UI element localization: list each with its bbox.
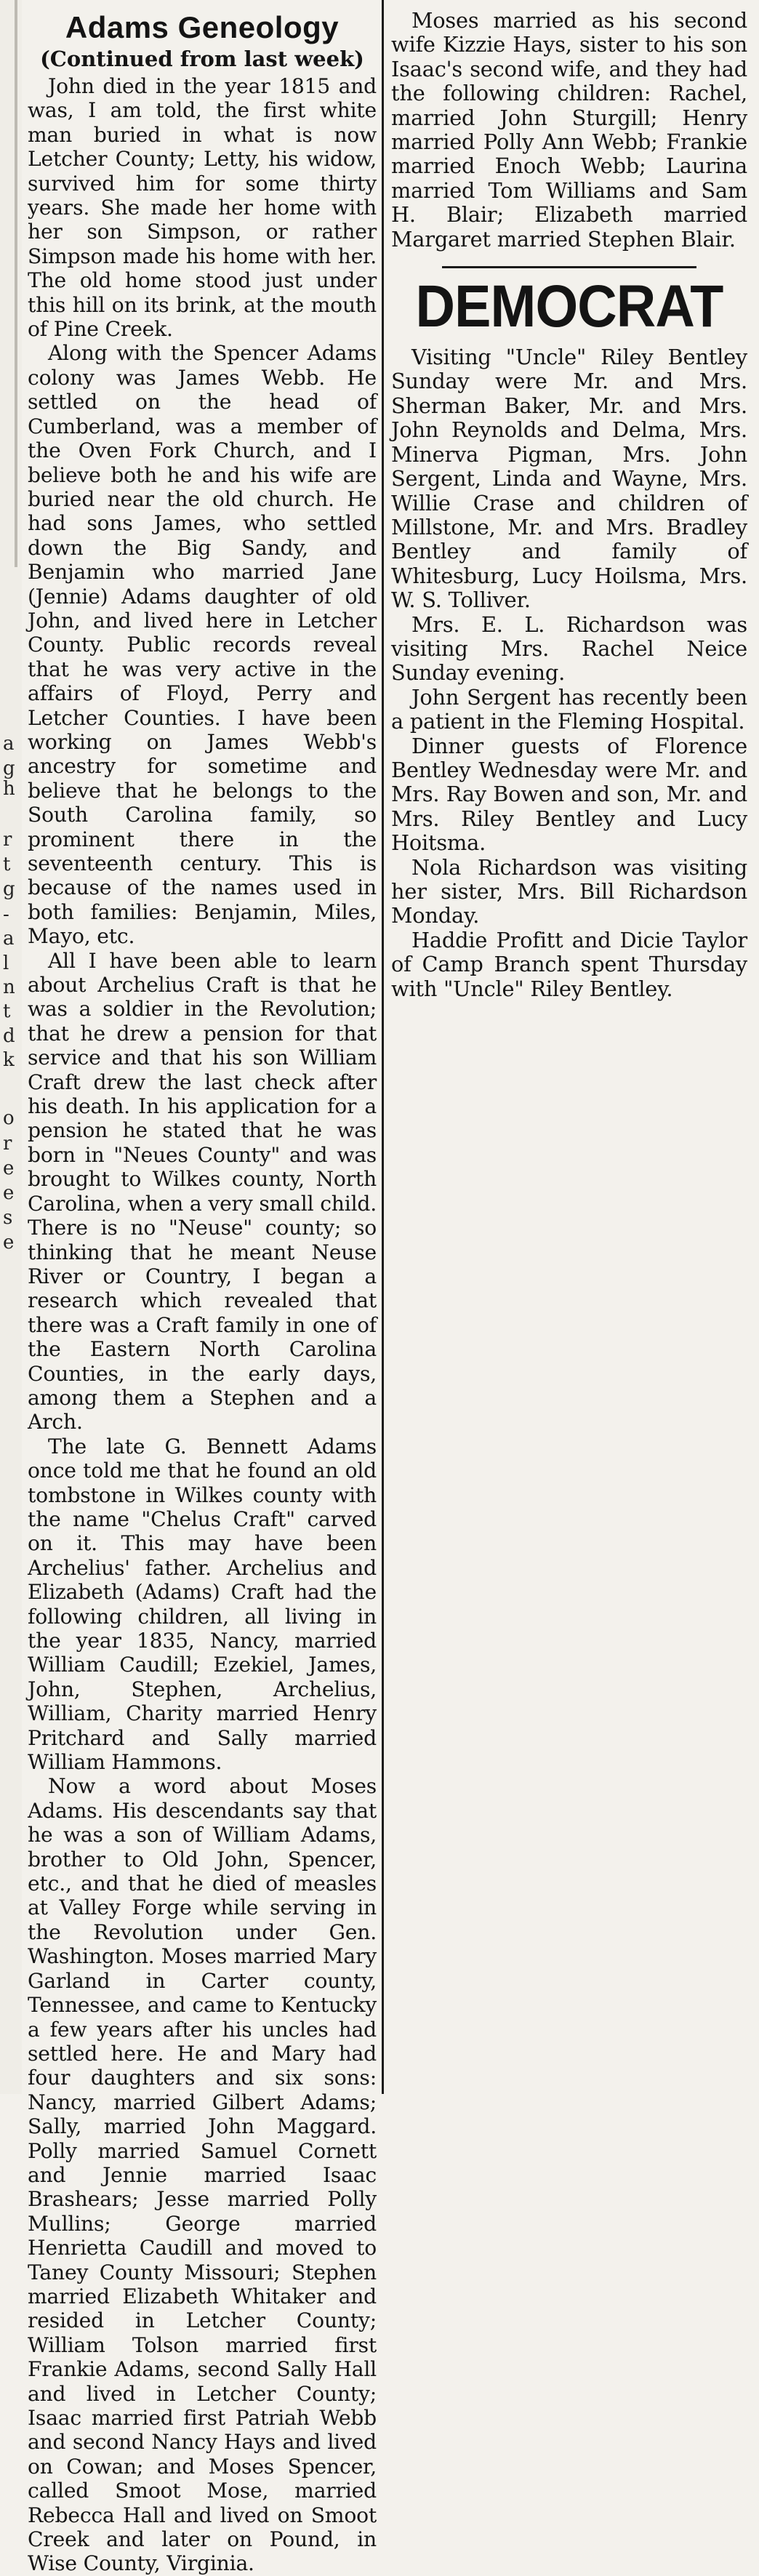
- masthead-rule: [442, 266, 696, 268]
- edge-letter: a: [3, 928, 15, 950]
- article-column-right: [388, 0, 750, 2094]
- social-item: Haddie Profitt and Dicie Taylor of Camp Branch spent Thursday with "Uncle" Riley Bentley.: [391, 927, 747, 1001]
- edge-letter: -: [3, 904, 9, 926]
- edge-letter: e: [3, 1157, 15, 1179]
- edge-letter: g: [3, 758, 15, 779]
- article-headline: Adams Geneology: [65, 10, 340, 44]
- edge-letter: t: [3, 854, 11, 875]
- edge-letter: n: [3, 976, 15, 998]
- article-subhead: (Continued from last week): [40, 47, 364, 71]
- social-item: Visiting "Uncle" Riley Bentley Sunday were Mr. and Mrs. Sherman Baker, Mr. and Mrs. John Reynolds and Delma, Mrs. Minerva Pigman, Mrs. John Sergent, Linda and Wayne, Mrs. Willie Crase and children of Millstone, Mr. and Mrs. Bradley Bentley and family of Whitesburg, Lucy Hoilsma, Mrs. W. S. Tolliver.: [391, 345, 747, 613]
- social-item: Mrs. E. L. Richardson was visiting Mrs. Rachel Neice Sunday evening.: [391, 611, 747, 686]
- edge-letter: g: [3, 878, 15, 900]
- edge-letter: d: [3, 1025, 15, 1047]
- article-paragraph: Moses married as his second wife Kizzie Hays, sister to his son Isaac's second wife, and they had the following children: Rachel, married John Sturgill; Henry married Polly Ann Webb; Frankie married Enoch Webb; Laurina married Tom Williams and Sam H. Blair; Elizabeth married Margaret married Stephen Blair.: [391, 8, 747, 252]
- edge-letter: k: [3, 1049, 15, 1071]
- adjacent-column-fragment: [0, 0, 22, 2094]
- edge-letter: r: [3, 829, 12, 851]
- social-item: Nola Richardson was visiting her sister, Mrs. Bill Richardson Monday.: [391, 854, 747, 928]
- moses-paragraph-text: Now a word about Moses Adams. His descendants say that he was a son of William Adams, brother to Old John, Spencer, etc., and that he died of measles at Valley Forge while serving in the Revolution under Gen. Washington. Moses married Mary Garland in Carter county, Tennessee, and came to Kentucky a few years after his uncles had settled here. He and Mary had four daughters and six sons: Nancy, married Gilbert Adams; Sally, married John Maggard. Polly married Samuel Cornett and Jennie married Isaac Brashears; Jesse married Polly Mullins; George married Henrietta Caudill and moved to Taney County Missouri; Stephen married Elizabeth Whitaker and resided in Letcher County; William Tolson married first Frankie Adams, second Sally Hall and lived in Letcher County; Isaac married first Patriah Webb and second Nancy Hays and lived on Cowan; and Moses Spencer, called Smoot Mose, married Rebecca Hall and lived on Smoot Creek and later on Pound, in Wise County, Virginia.: [28, 1774, 377, 2576]
- edge-letter: a: [3, 733, 15, 755]
- edge-letter: l: [3, 952, 9, 974]
- edge-letter: s: [3, 1207, 13, 1229]
- edge-letter: h: [3, 778, 15, 800]
- section-masthead: DEMOCRAT: [415, 273, 723, 340]
- social-item: John Sergent has recently been a patient in the Fleming Hospital.: [391, 684, 747, 734]
- fragment-rule: [15, 0, 17, 567]
- edge-letter: e: [3, 1232, 15, 1253]
- article-paragraph: Along with the Spencer Adams colony was James Webb. He settled on the head of Cumberland, was a member of the Oven Fork Church, and I believe both he and his wife are buried near the old church. He had sons James, who settled down the Big Sandy, and Benjamin who married Jane (Jennie) Adams daughter of old John, and lived here in Letcher County. Public records reveal that he was very active in the affairs of Floyd, Perry and Letcher Counties. I have been working on James Webb's ancestry for sometime and believe that he belongs to the South Carolina family, so prominent there in the seventeenth century. This is because of the names used in both families: Benjamin, Miles, Mayo, etc.: [28, 341, 377, 949]
- column-rule: [382, 0, 384, 2094]
- article-column-left: [26, 0, 378, 2576]
- article-paragraph-moses-start: [28, 1774, 377, 2575]
- edge-letter: o: [3, 1107, 15, 1129]
- article-paragraph: All I have been able to learn about Archelius Craft is that he was a soldier in the Revolution; that he drew a pension for that service and that his son William Craft drew the last check after his death. In his application for a pension he stated that he was born in "Neues County" and was brought to Wilkes county, North Carolina, when a very small child. There is no "Neuse" county; so thinking that he meant Neuse River or Country, I began a research which revealed that there was a Craft family in one of the Eastern North Carolina Counties, in the early days, among them a Stephen and a Arch.: [28, 948, 377, 1435]
- edge-letter: t: [3, 1000, 11, 1022]
- article-paragraph: John died in the year 1815 and was, I am told, the first white man buried in what is now Letcher County; Letty, his widow, survived him for some thirty years. She made her home with her son Simpson, or rather Simpson made his home with her. The old home stood just under this hill on its brink, at the mouth of Pine Creek.: [28, 74, 377, 342]
- social-item: Dinner guests of Florence Bentley Wednesday were Mr. and Mrs. Ray Bowen and son, Mr. and Mrs. Riley Bentley and Lucy Hoitsma.: [391, 733, 747, 856]
- edge-letter: e: [3, 1182, 15, 1204]
- edge-letter: r: [3, 1133, 12, 1155]
- article-paragraph: The late G. Bennett Adams once told me that he found an old tombstone in Wilkes county with the name "Chelus Craft" carved on it. This may have been Archelius' father. Archelius and Elizabeth (Adams) Craft had the following children, all living in the year 1835, Nancy, married William Caudill; Ezekiel, James, John, Stephen, Archelius, William, Charity married Henry Pritchard and Sally married William Hammons.: [28, 1434, 377, 1775]
